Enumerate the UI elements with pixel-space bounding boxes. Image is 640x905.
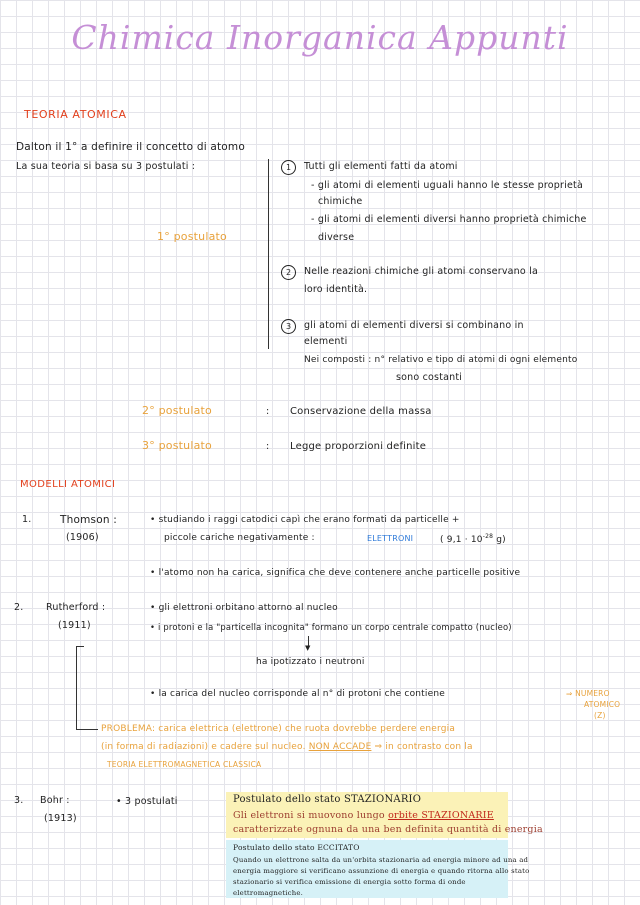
numero-atomico-label: ⇒ NUMERO	[566, 689, 610, 698]
thomson-point-2: • l'atomo non ha carica, significa che deve contenere anche particelle positive	[150, 568, 521, 578]
postulate-1-sub-a: - gli atomi di elementi uguali hanno le stesse proprietà	[311, 180, 583, 191]
postulate-3-text: gli atomi di elementi diversi si combinano in	[304, 320, 524, 331]
postulate-1-label: 1° postulato	[157, 230, 227, 243]
problema-connector-vertical	[76, 646, 77, 730]
neutron-arrow-head-icon: ▼	[305, 644, 311, 652]
neutroni-note: ha ipotizzato i neutroni	[256, 657, 365, 667]
postulate-3-text-cont: elementi	[304, 336, 348, 347]
postulate-1-sub-b-cont: diverse	[318, 232, 355, 243]
rutherford-point-3: • la carica del nucleo corrisponde al n° di protoni che contiene	[150, 689, 445, 699]
page-title: Chimica Inorganica Appunti	[71, 18, 569, 57]
postulate-3-number: 3	[281, 319, 296, 334]
postulato-2-label: 2° postulato	[142, 404, 212, 417]
section-heading-modelli-atomici: MODELLI ATOMICI	[20, 479, 116, 490]
bohr-year: (1913)	[44, 813, 77, 824]
bohr-number: 3.	[14, 795, 24, 806]
stazionario-line-2: caratterizzate ognuna da una ben definita quantità di energia	[233, 824, 543, 835]
problema-line-1: PROBLEMA: carica elettrica (elettrone) che ruota dovrebbe perdere energia	[101, 724, 456, 734]
numero-atomico-label-cont: ATOMICO	[584, 700, 621, 709]
postulate-3-composti: Nei composti : n° relativo e tipo di atomi di ogni elemento	[304, 355, 578, 365]
postulato-3-label: 3° postulato	[142, 439, 212, 452]
rutherford-year: (1911)	[58, 620, 91, 631]
postulate-1-sub-b: - gli atomi di elementi diversi hanno proprietà chimiche	[311, 214, 587, 225]
eccitato-title: Postulato dello stato ECCITATO	[233, 843, 360, 852]
postulate-2-number: 2	[281, 265, 296, 280]
intro-line-1: Dalton il 1° a definire il concetto di atomo	[16, 141, 245, 153]
non-accade-label: NON ACCADE	[308, 742, 372, 752]
postulato-3-value: Legge proporzioni definite	[290, 441, 427, 452]
postulato-3-colon: :	[266, 441, 270, 452]
rutherford-point-1: • gli elettroni orbitano attorno al nucleo	[150, 603, 338, 613]
eccitato-line-2: energia maggiore si verificano assunzione di energia e quando ritorna allo stato	[233, 867, 530, 875]
eccitato-line-1: Quando un elettrone salta da un'orbita stazionaria ad energia minore ad una ad	[233, 856, 529, 864]
rutherford-name: Rutherford :	[46, 602, 106, 613]
eccitato-line-3: stazionario si verifica emissione di energia sotto forma di onde	[233, 878, 466, 886]
postulate-2-text: Nelle reazioni chimiche gli atomi conservano la	[304, 266, 538, 277]
postulates-bracket-line	[268, 159, 269, 349]
thomson-point-1-cont: piccole cariche negativamente :	[164, 533, 315, 543]
thomson-name: Thomson :	[60, 514, 117, 526]
postulate-1-text: Tutti gli elementi fatti da atomi	[304, 161, 458, 172]
stazionario-line-1: Gli elettroni si muovono lungo orbite STAZIONARIE	[233, 810, 494, 821]
rutherford-number: 2.	[14, 602, 24, 613]
postulate-1-number: 1	[281, 160, 296, 175]
stazionario-title: Postulato dello stato STAZIONARIO	[233, 794, 422, 805]
problema-connector-bottom	[76, 729, 98, 730]
postulato-2-value: Conservazione della massa	[290, 406, 432, 417]
problema-line-2: (in forma di radiazioni) e cadere sul nucleo. NON ACCADE ⇒ in contrasto con la	[101, 742, 473, 752]
problema-connector-top	[76, 646, 84, 647]
elettroni-label: ELETTRONI	[367, 534, 414, 543]
z-label: (Z)	[594, 711, 606, 720]
postulate-3-composti-cont: sono costanti	[396, 372, 463, 383]
bohr-postulati: • 3 postulati	[116, 796, 178, 807]
orbite-stazionarie-label: orbite STAZIONARIE	[388, 810, 494, 821]
postulate-1-sub-a-cont: chimiche	[318, 196, 363, 207]
bohr-name: Bohr :	[40, 795, 70, 806]
intro-line-2: La sua teoria si basa su 3 postulati :	[16, 161, 196, 172]
postulato-2-colon: :	[266, 406, 270, 417]
eccitato-line-4: elettromagnetiche.	[233, 889, 304, 897]
thomson-number: 1.	[22, 514, 32, 525]
thomson-point-1: • studiando i raggi catodici capì che erano formati da particelle +	[150, 515, 460, 525]
electron-mass: ( $9,1 \cdot 10^{-28}$ g)	[440, 533, 506, 545]
problema-line-3: TEORIA ELETTROMAGNETICA CLASSICA	[107, 760, 262, 769]
section-heading-teoria-atomica: TEORIA ATOMICA	[24, 108, 127, 121]
thomson-year: (1906)	[66, 532, 99, 543]
rutherford-point-2: • i protoni e la "particella incognita" formano un corpo centrale compatto (nucleo)	[150, 622, 512, 632]
postulate-2-text-cont: loro identità.	[304, 284, 368, 295]
